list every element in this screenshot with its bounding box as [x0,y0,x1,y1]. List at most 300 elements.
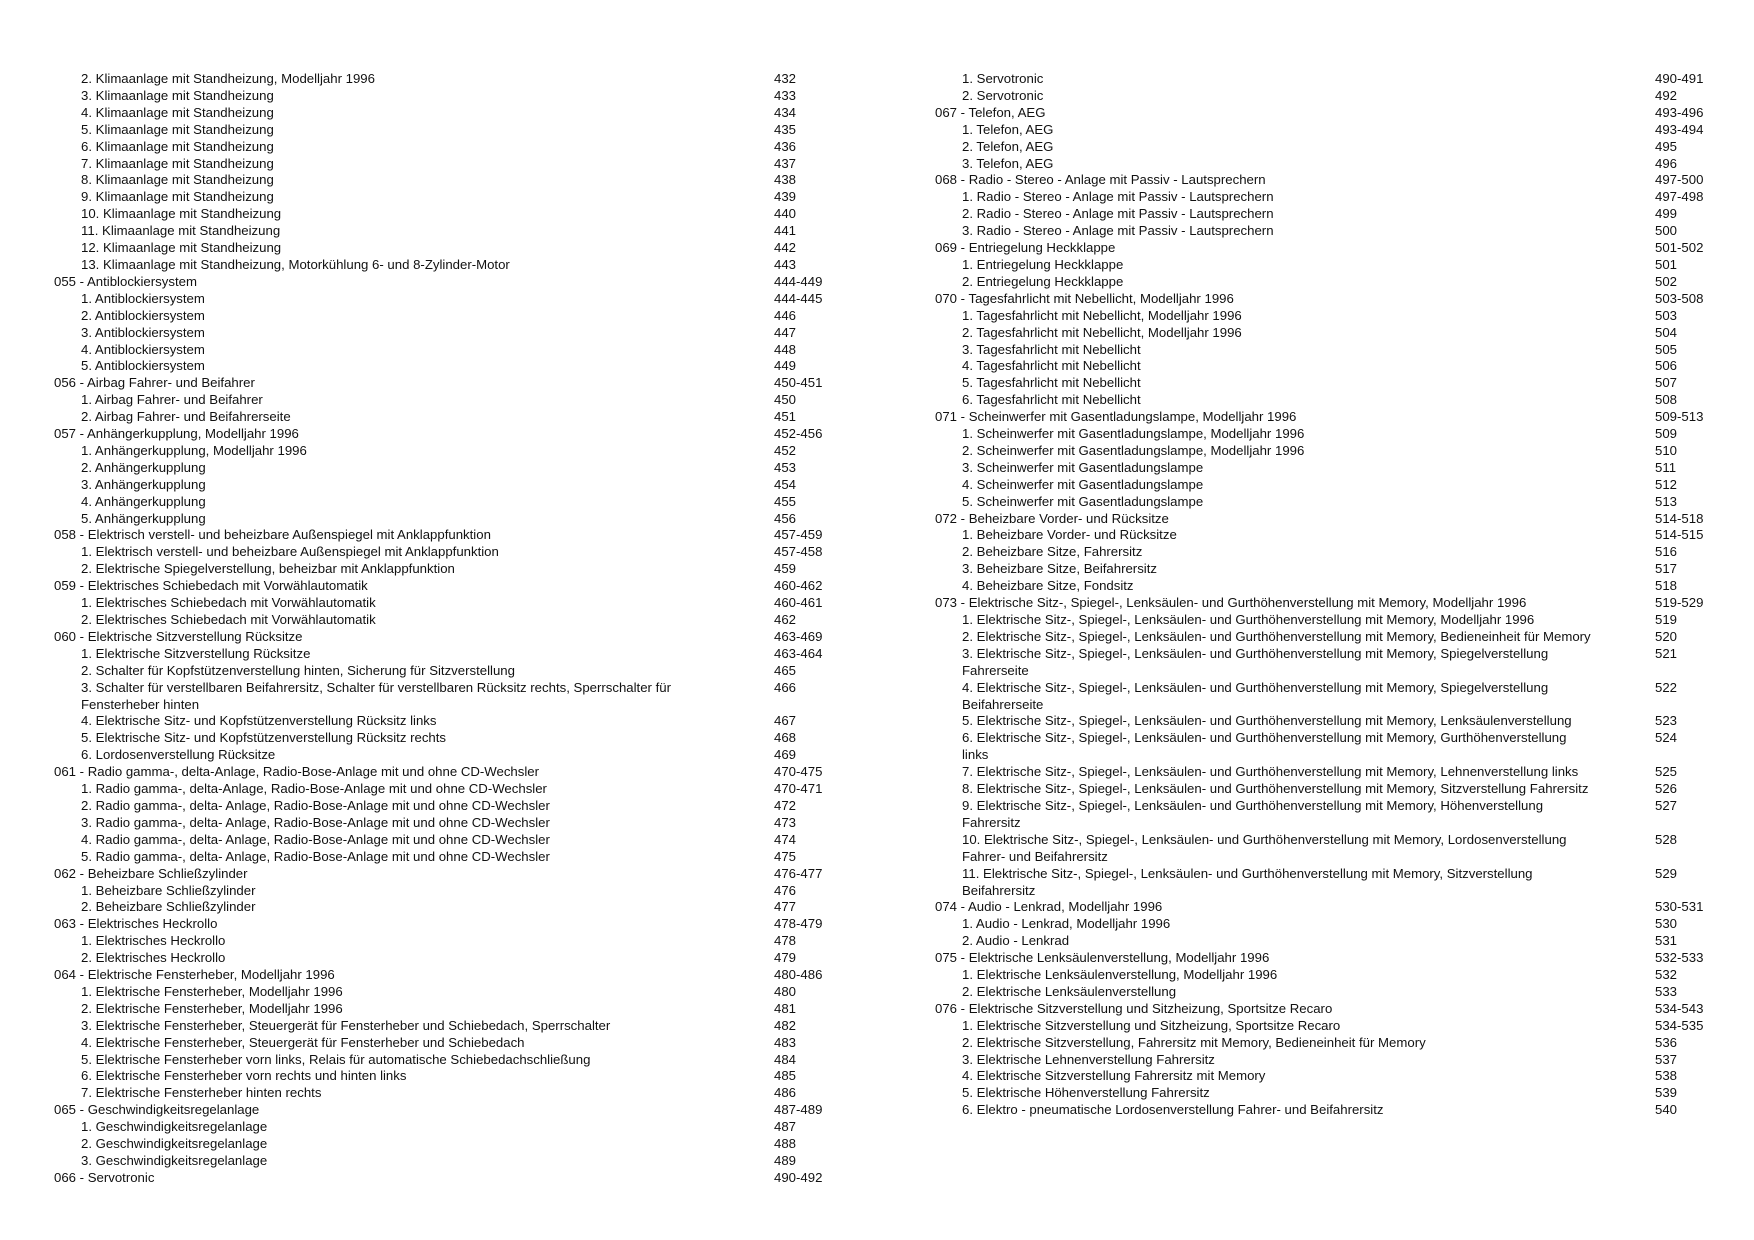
toc-subsection-entry [935,223,1715,240]
toc-entry-title: 069 - Entriegelung Heckklappe [935,240,1116,256]
toc-entry-page: 439 [774,189,797,205]
toc-entry-title: 1. Elektrische Fensterheber, Modelljahr 1996 [81,983,343,999]
toc-section-entry [935,511,1715,528]
toc-entry-title: 5. Klimaanlage mit Standheizung [81,121,274,137]
toc-section-entry [935,595,1715,612]
toc-entry-title: 3. Anhängerkupplung [81,476,206,492]
toc-subsection-entry [935,206,1715,223]
toc-entry-title: 4. Tagesfahrlicht mit Nebellicht [962,358,1141,374]
toc-entry-page: 467 [774,713,797,729]
toc-entry-title: 1. Entriegelung Heckklappe [962,256,1124,272]
toc-left-column [54,71,844,1187]
toc-subsection-entry [54,798,844,815]
toc-entry-page: 454 [774,476,797,492]
toc-entry-page: 532 [1655,967,1678,983]
toc-entry-title: 10. Elektrische Sitz-, Spiegel-, Lenksäulen- und Gurthöhenverstellung mit Memory, Lordosenverstellung Fahrer- und Beifahrersitz [962,831,1567,864]
toc-entry-page: 447 [774,324,797,340]
toc-section-entry [54,578,844,595]
toc-entry-title: 3. Geschwindigkeitsregelanlage [81,1153,268,1168]
toc-entry-page: 456 [774,510,797,526]
toc-entry-page: 540 [1655,1102,1678,1118]
toc-entry-title: 2. Radio gamma-, delta- Anlage, Radio-Bose-Anlage mit und ohne CD-Wechsler [81,797,550,813]
toc-entry-title: 11. Elektrische Sitz-, Spiegel-, Lenksäulen- und Gurthöhenverstellung mit Memory, Sitzverstellung Beifahrersitz [962,865,1533,898]
toc-subsection-entry [54,392,844,409]
toc-subsection-entry [935,967,1715,984]
toc-subsection-entry [54,950,844,967]
toc-entry-page: 516 [1655,544,1678,560]
toc-entry-title: 2. Servotronic [962,87,1044,103]
toc-entry-title: 5. Tagesfahrlicht mit Nebellicht [962,375,1141,391]
toc-entry-page: 448 [774,341,797,357]
toc-entry-page: 501 [1655,256,1678,272]
toc-entry-title: 070 - Tagesfahrlicht mit Nebellicht, Modelljahr 1996 [935,290,1234,306]
toc-section-entry [54,967,844,984]
toc-entry-page: 503-508 [1655,290,1704,306]
toc-subsection-entry [935,426,1715,443]
toc-entry-page: 530-531 [1655,899,1704,915]
toc-subsection-entry [54,1035,844,1052]
toc-subsection-entry [54,663,844,680]
toc-entry-page: 528 [1655,831,1678,847]
toc-entry-page: 486 [774,1085,797,1101]
toc-subsection-entry [54,291,844,308]
toc-entry-title: 059 - Elektrisches Schiebedach mit Vorwählautomatik [54,578,368,594]
toc-subsection-entry [54,156,844,173]
toc-entry-page: 497-498 [1655,189,1704,205]
toc-entry-page: 525 [1655,764,1678,780]
toc-entry-title: 3. Tagesfahrlicht mit Nebellicht [962,341,1141,357]
toc-entry-title: 4. Elektrische Sitz-, Spiegel-, Lenksäulen- und Gurthöhenverstellung mit Memory, Spiegelverstellung Beifahrerseite [962,679,1549,712]
toc-subsection-entry [54,443,844,460]
toc-subsection-entry [935,156,1715,173]
toc-entry-page: 490-491 [1655,71,1704,86]
toc-entry-title: 2. Telefon, AEG [962,138,1054,154]
toc-entry-page: 457-459 [774,527,823,543]
toc-subsection-entry [54,494,844,511]
toc-entry-title: 6. Elektrische Sitz-, Spiegel-, Lenksäulen- und Gurthöhenverstellung mit Memory, Gurthöhenverstellung links [962,730,1567,763]
toc-entry-title: 2. Tagesfahrlicht mit Nebellicht, Modelljahr 1996 [962,324,1242,340]
toc-entry-page: 470-475 [774,764,823,780]
toc-subsection-entry [935,713,1715,730]
toc-entry-page: 517 [1655,561,1678,577]
toc-entry-page: 530 [1655,916,1678,932]
toc-entry-title: 3. Antiblockiersystem [81,324,205,340]
toc-subsection-entry [935,460,1715,477]
toc-entry-page: 489 [774,1153,797,1168]
toc-subsection-entry [935,730,1715,764]
toc-subsection-entry [935,122,1715,139]
toc-entry-title: 1. Servotronic [962,71,1044,86]
toc-section-entry [935,105,1715,122]
toc-subsection-entry [54,189,844,206]
toc-entry-page: 519 [1655,612,1678,627]
toc-entry-title: 1. Anhängerkupplung, Modelljahr 1996 [81,442,307,458]
toc-subsection-entry [935,544,1715,561]
toc-subsection-entry [935,612,1715,629]
toc-subsection-entry [935,274,1715,291]
toc-entry-page: 451 [774,409,797,425]
toc-entry-page: 512 [1655,476,1678,492]
toc-entry-page: 508 [1655,392,1678,408]
toc-entry-title: 2. Anhängerkupplung [81,459,206,475]
toc-entry-title: 3. Beheizbare Sitze, Beifahrersitz [962,561,1157,577]
toc-entry-title: 6. Lordosenverstellung Rücksitze [81,747,276,763]
toc-subsection-entry [935,375,1715,392]
toc-entry-title: 5. Elektrische Sitz- und Kopfstützenverstellung Rücksitz rechts [81,730,447,746]
toc-subsection-entry [54,1136,844,1153]
toc-entry-title: 4. Radio gamma-, delta- Anlage, Radio-Bose-Anlage mit und ohne CD-Wechsler [81,831,550,847]
toc-entry-title: 2. Elektrische Spiegelverstellung, beheizbar mit Anklappfunktion [81,561,455,577]
toc-entry-page: 513 [1655,493,1678,509]
toc-section-entry [54,629,844,646]
toc-entry-page: 465 [774,662,797,678]
toc-section-entry [54,916,844,933]
toc-entry-page: 466 [774,679,797,695]
toc-entry-page: 514-518 [1655,510,1704,526]
toc-entry-page: 460-462 [774,578,823,594]
toc-entry-page: 518 [1655,578,1678,594]
toc-subsection-entry [54,544,844,561]
toc-entry-title: 075 - Elektrische Lenksäulenverstellung, Modelljahr 1996 [935,950,1270,966]
toc-subsection-entry [935,392,1715,409]
toc-subsection-entry [935,866,1715,900]
toc-entry-title: 7. Elektrische Sitz-, Spiegel-, Lenksäulen- und Gurthöhenverstellung mit Memory, Lehnenverstellung links [962,764,1579,780]
toc-subsection-entry [54,206,844,223]
toc-entry-page: 432 [774,71,797,86]
toc-entry-page: 533 [1655,983,1678,999]
toc-entry-page: 474 [774,831,797,847]
toc-subsection-entry [935,1052,1715,1069]
toc-entry-page: 472 [774,797,797,813]
toc-entry-title: 4. Beheizbare Sitze, Fondsitz [962,578,1134,594]
toc-section-entry [935,172,1715,189]
toc-entry-page: 522 [1655,679,1678,695]
toc-entry-page: 536 [1655,1034,1678,1050]
toc-entry-title: 3. Scheinwerfer mit Gasentladungslampe [962,459,1204,475]
toc-subsection-entry [54,71,844,88]
toc-entry-page: 485 [774,1068,797,1084]
toc-entry-page: 450-451 [774,375,823,391]
toc-subsection-entry [54,561,844,578]
toc-entry-title: 1. Elektrisches Schiebedach mit Vorwählautomatik [81,595,376,611]
toc-entry-title: 6. Elektro - pneumatische Lordosenverstellung Fahrer- und Beifahrersitz [962,1102,1384,1118]
toc-entry-title: 065 - Geschwindigkeitsregelanlage [54,1102,260,1118]
toc-subsection-entry [935,1102,1715,1119]
toc-entry-page: 460-461 [774,595,823,611]
toc-entry-page: 505 [1655,341,1678,357]
toc-subsection-entry [54,984,844,1001]
toc-entry-page: 506 [1655,358,1678,374]
toc-subsection-entry [54,1119,844,1136]
toc-entry-title: 1. Radio gamma-, delta-Anlage, Radio-Bose-Anlage mit und ohne CD-Wechsler [81,781,547,797]
toc-entry-page: 502 [1655,273,1678,289]
toc-entry-title: 068 - Radio - Stereo - Anlage mit Passiv - Lautsprechern [935,172,1266,188]
toc-entry-title: 4. Anhängerkupplung [81,493,206,509]
toc-subsection-entry [54,1153,844,1170]
toc-subsection-entry [54,1052,844,1069]
toc-entry-page: 495 [1655,138,1678,154]
toc-entry-page: 453 [774,459,797,475]
toc-entry-page: 468 [774,730,797,746]
toc-entry-title: 2. Elektrische Lenksäulenverstellung [962,983,1177,999]
toc-entry-page: 531 [1655,933,1678,949]
toc-entry-page: 504 [1655,324,1678,340]
toc-entry-title: 2. Radio - Stereo - Anlage mit Passiv - Lautsprechern [962,206,1274,222]
toc-entry-page: 444-445 [774,290,823,306]
toc-entry-title: 4. Elektrische Sitzverstellung Fahrersitz mit Memory [962,1068,1266,1084]
toc-entry-title: 3. Schalter für verstellbaren Beifahrersitz, Schalter für verstellbaren Rücksitz rechts, Sperrschalter für Fensterheber hinten [81,679,672,712]
toc-subsection-entry [935,916,1715,933]
toc-subsection-entry [935,680,1715,714]
toc-subsection-entry [935,1085,1715,1102]
toc-entry-title: 8. Klimaanlage mit Standheizung [81,172,274,188]
toc-entry-title: 6. Klimaanlage mit Standheizung [81,138,274,154]
toc-entry-page: 441 [774,223,797,239]
toc-section-entry [935,950,1715,967]
toc-subsection-entry [935,646,1715,680]
toc-entry-page: 473 [774,814,797,830]
toc-entry-page: 449 [774,358,797,374]
toc-subsection-entry [935,984,1715,1001]
toc-entry-title: 7. Klimaanlage mit Standheizung [81,155,274,171]
toc-entry-page: 478-479 [774,916,823,932]
toc-entry-page: 476 [774,882,797,898]
toc-subsection-entry [54,612,844,629]
toc-entry-title: 062 - Beheizbare Schließzylinder [54,865,248,881]
toc-entry-title: 2. Elektrisches Schiebedach mit Vorwählautomatik [81,612,376,627]
toc-subsection-entry [935,527,1715,544]
toc-entry-page: 436 [774,138,797,154]
toc-subsection-entry [935,257,1715,274]
toc-entry-title: 1. Airbag Fahrer- und Beifahrer [81,392,263,408]
toc-entry-title: 2. Beheizbare Sitze, Fahrersitz [962,544,1143,560]
toc-subsection-entry [54,308,844,325]
toc-entry-title: 1. Scheinwerfer mit Gasentladungslampe, Modelljahr 1996 [962,426,1305,442]
toc-entry-title: 3. Elektrische Fensterheber, Steuergerät für Fensterheber und Schiebedach, Sperrschalter [81,1017,611,1033]
toc-entry-title: 13. Klimaanlage mit Standheizung, Motorkühlung 6- und 8-Zylinder-Motor [81,256,510,272]
toc-entry-page: 480 [774,983,797,999]
toc-entry-page: 455 [774,493,797,509]
toc-entry-title: 2. Elektrische Sitzverstellung, Fahrersitz mit Memory, Bedieneinheit für Memory [962,1034,1426,1050]
toc-subsection-entry [935,781,1715,798]
toc-entry-page: 499 [1655,206,1678,222]
toc-section-entry [54,426,844,443]
toc-entry-page: 457-458 [774,544,823,560]
toc-entry-page: 534-543 [1655,1000,1704,1016]
toc-entry-page: 510 [1655,442,1678,458]
toc-entry-title: 5. Anhängerkupplung [81,510,206,526]
toc-entry-title: 3. Elektrische Sitz-, Spiegel-, Lenksäulen- und Gurthöhenverstellung mit Memory, Spiegelverstellung Fahrerseite [962,645,1549,678]
toc-entry-page: 514-515 [1655,527,1704,543]
toc-subsection-entry [54,849,844,866]
toc-subsection-entry [935,88,1715,105]
toc-entry-title: 9. Klimaanlage mit Standheizung [81,189,274,205]
toc-entry-page: 532-533 [1655,950,1704,966]
toc-section-entry [935,291,1715,308]
toc-entry-page: 463-464 [774,645,823,661]
toc-entry-page: 501-502 [1655,240,1704,256]
toc-entry-page: 493-494 [1655,121,1704,137]
toc-entry-page: 442 [774,240,797,256]
toc-entry-page: 437 [774,155,797,171]
toc-entry-page: 479 [774,950,797,966]
toc-subsection-entry [54,139,844,156]
toc-subsection-entry [935,561,1715,578]
toc-section-entry [935,1001,1715,1018]
toc-entry-page: 484 [774,1051,797,1067]
toc-entry-page: 488 [774,1136,797,1152]
toc-entry-title: 1. Elektrische Sitzverstellung Rücksitze [81,645,311,661]
toc-entry-page: 503 [1655,307,1678,323]
toc-entry-title: 5. Antiblockiersystem [81,358,205,374]
toc-entry-title: 061 - Radio gamma-, delta-Anlage, Radio-Bose-Anlage mit und ohne CD-Wechsler [54,764,540,780]
toc-entry-title: 5. Scheinwerfer mit Gasentladungslampe [962,493,1204,509]
toc-entry-title: 3. Klimaanlage mit Standheizung [81,87,274,103]
toc-entry-title: 072 - Beheizbare Vorder- und Rücksitze [935,510,1169,526]
toc-subsection-entry [935,798,1715,832]
toc-entry-title: 4. Elektrische Fensterheber, Steuergerät für Fensterheber und Schiebedach [81,1034,525,1050]
toc-entry-page: 509-513 [1655,409,1704,425]
toc-subsection-entry [54,223,844,240]
toc-entry-title: 067 - Telefon, AEG [935,104,1046,120]
toc-entry-title: 1. Beheizbare Vorder- und Rücksitze [962,527,1177,543]
toc-subsection-entry [935,358,1715,375]
toc-entry-page: 469 [774,747,797,763]
toc-entry-page: 452-456 [774,426,823,442]
toc-entry-title: 2. Elektrisches Heckrollo [81,950,226,966]
toc-entry-title: 073 - Elektrische Sitz-, Spiegel-, Lenksäulen- und Gurthöhenverstellung mit Memory, Modelljahr 1996 [935,595,1527,611]
toc-entry-title: 1. Elektrische Sitz-, Spiegel-, Lenksäulen- und Gurthöhenverstellung mit Memory, Modelljahr 1996 [962,612,1535,627]
toc-entry-title: 6. Elektrische Fensterheber vorn rechts und hinten links [81,1068,407,1084]
toc-entry-page: 492 [1655,87,1678,103]
toc-entry-page: 526 [1655,781,1678,797]
toc-entry-page: 497-500 [1655,172,1704,188]
toc-subsection-entry [54,1018,844,1035]
toc-entry-title: 8. Elektrische Sitz-, Spiegel-, Lenksäulen- und Gurthöhenverstellung mit Memory, Sitzverstellung Fahrersitz [962,781,1589,797]
toc-entry-page: 493-496 [1655,104,1704,120]
toc-subsection-entry [935,933,1715,950]
toc-subsection-entry [935,443,1715,460]
toc-section-entry [54,1170,844,1187]
toc-entry-title: 3. Radio - Stereo - Anlage mit Passiv - Lautsprechern [962,223,1274,239]
toc-entry-title: 2. Elektrische Sitz-, Spiegel-, Lenksäulen- und Gurthöhenverstellung mit Memory, Bedieneinheit für Memory [962,628,1591,644]
toc-right-column [935,71,1715,1119]
toc-section-entry [54,764,844,781]
toc-subsection-entry [54,713,844,730]
toc-entry-page: 433 [774,87,797,103]
toc-entry-page: 476-477 [774,865,823,881]
toc-entry-title: 074 - Audio - Lenkrad, Modelljahr 1996 [935,899,1163,915]
toc-entry-title: 4. Antiblockiersystem [81,341,205,357]
toc-subsection-entry [935,764,1715,781]
toc-entry-page: 444-449 [774,273,823,289]
toc-subsection-entry [54,409,844,426]
toc-subsection-entry [54,511,844,528]
toc-entry-page: 521 [1655,645,1678,661]
toc-entry-page: 520 [1655,628,1678,644]
toc-subsection-entry [54,460,844,477]
toc-subsection-entry [54,342,844,359]
toc-entry-page: 446 [774,307,797,323]
toc-subsection-entry [54,1001,844,1018]
toc-subsection-entry [935,71,1715,88]
toc-entry-page: 443 [774,256,797,272]
toc-subsection-entry [935,189,1715,206]
toc-entry-page: 438 [774,172,797,188]
toc-entry-page: 507 [1655,375,1678,391]
toc-entry-page: 481 [774,1000,797,1016]
toc-subsection-entry [54,680,844,714]
toc-section-entry [54,1102,844,1119]
toc-subsection-entry [935,1035,1715,1052]
toc-subsection-entry [935,477,1715,494]
toc-section-entry [935,899,1715,916]
toc-subsection-entry [935,1018,1715,1035]
toc-entry-title: 1. Telefon, AEG [962,121,1054,137]
toc-entry-page: 537 [1655,1051,1678,1067]
toc-entry-title: 10. Klimaanlage mit Standheizung [81,206,282,222]
toc-entry-title: 3. Telefon, AEG [962,155,1054,171]
toc-entry-page: 534-535 [1655,1017,1704,1033]
toc-section-entry [54,375,844,392]
toc-entry-title: 6. Tagesfahrlicht mit Nebellicht [962,392,1141,408]
toc-subsection-entry [54,88,844,105]
toc-subsection-entry [935,139,1715,156]
toc-entry-page: 500 [1655,223,1678,239]
toc-entry-title: 1. Elektrisch verstell- und beheizbare Außenspiegel mit Anklappfunktion [81,544,499,560]
toc-section-entry [54,866,844,883]
toc-section-entry [54,527,844,544]
toc-subsection-entry [54,1085,844,1102]
toc-entry-title: 055 - Antiblockiersystem [54,273,197,289]
toc-entry-page: 463-469 [774,628,823,644]
toc-entry-title: 066 - Servotronic [54,1169,155,1185]
toc-entry-title: 1. Elektrisches Heckrollo [81,933,226,949]
toc-entry-title: 2. Beheizbare Schließzylinder [81,899,256,915]
toc-entry-page: 477 [774,899,797,915]
toc-entry-title: 063 - Elektrisches Heckrollo [54,916,218,932]
toc-entry-title: 1. Tagesfahrlicht mit Nebellicht, Modelljahr 1996 [962,307,1242,323]
toc-entry-page: 519-529 [1655,595,1704,611]
toc-entry-page: 480-486 [774,967,823,983]
toc-subsection-entry [54,105,844,122]
toc-entry-page: 475 [774,848,797,864]
toc-entry-title: 12. Klimaanlage mit Standheizung [81,240,282,256]
toc-entry-title: 060 - Elektrische Sitzverstellung Rücksitze [54,628,303,644]
toc-section-entry [54,274,844,291]
toc-entry-title: 1. Elektrische Lenksäulenverstellung, Modelljahr 1996 [962,967,1278,983]
toc-entry-title: 4. Klimaanlage mit Standheizung [81,104,274,120]
toc-subsection-entry [54,781,844,798]
toc-entry-page: 523 [1655,713,1678,729]
toc-subsection-entry [935,308,1715,325]
toc-entry-page: 509 [1655,426,1678,442]
toc-entry-title: 4. Elektrische Sitz- und Kopfstützenverstellung Rücksitz links [81,713,437,729]
toc-subsection-entry [54,815,844,832]
toc-entry-title: 5. Elektrische Fensterheber vorn links, Relais für automatische Schiebedachschließung [81,1051,591,1067]
toc-entry-title: 2. Entriegelung Heckklappe [962,273,1124,289]
toc-entry-page: 527 [1655,797,1678,813]
toc-subsection-entry [54,747,844,764]
toc-subsection-entry [54,172,844,189]
toc-entry-title: 4. Scheinwerfer mit Gasentladungslampe [962,476,1204,492]
toc-entry-title: 2. Elektrische Fensterheber, Modelljahr 1996 [81,1000,343,1016]
toc-subsection-entry [935,832,1715,866]
toc-subsection-entry [54,122,844,139]
toc-entry-title: 9. Elektrische Sitz-, Spiegel-, Lenksäulen- und Gurthöhenverstellung mit Memory, Höhenverstellung Fahrersitz [962,797,1544,830]
toc-entry-title: 5. Elektrische Sitz-, Spiegel-, Lenksäulen- und Gurthöhenverstellung mit Memory, Lenksäulenverstellung [962,713,1572,729]
toc-entry-page: 511 [1655,459,1677,475]
